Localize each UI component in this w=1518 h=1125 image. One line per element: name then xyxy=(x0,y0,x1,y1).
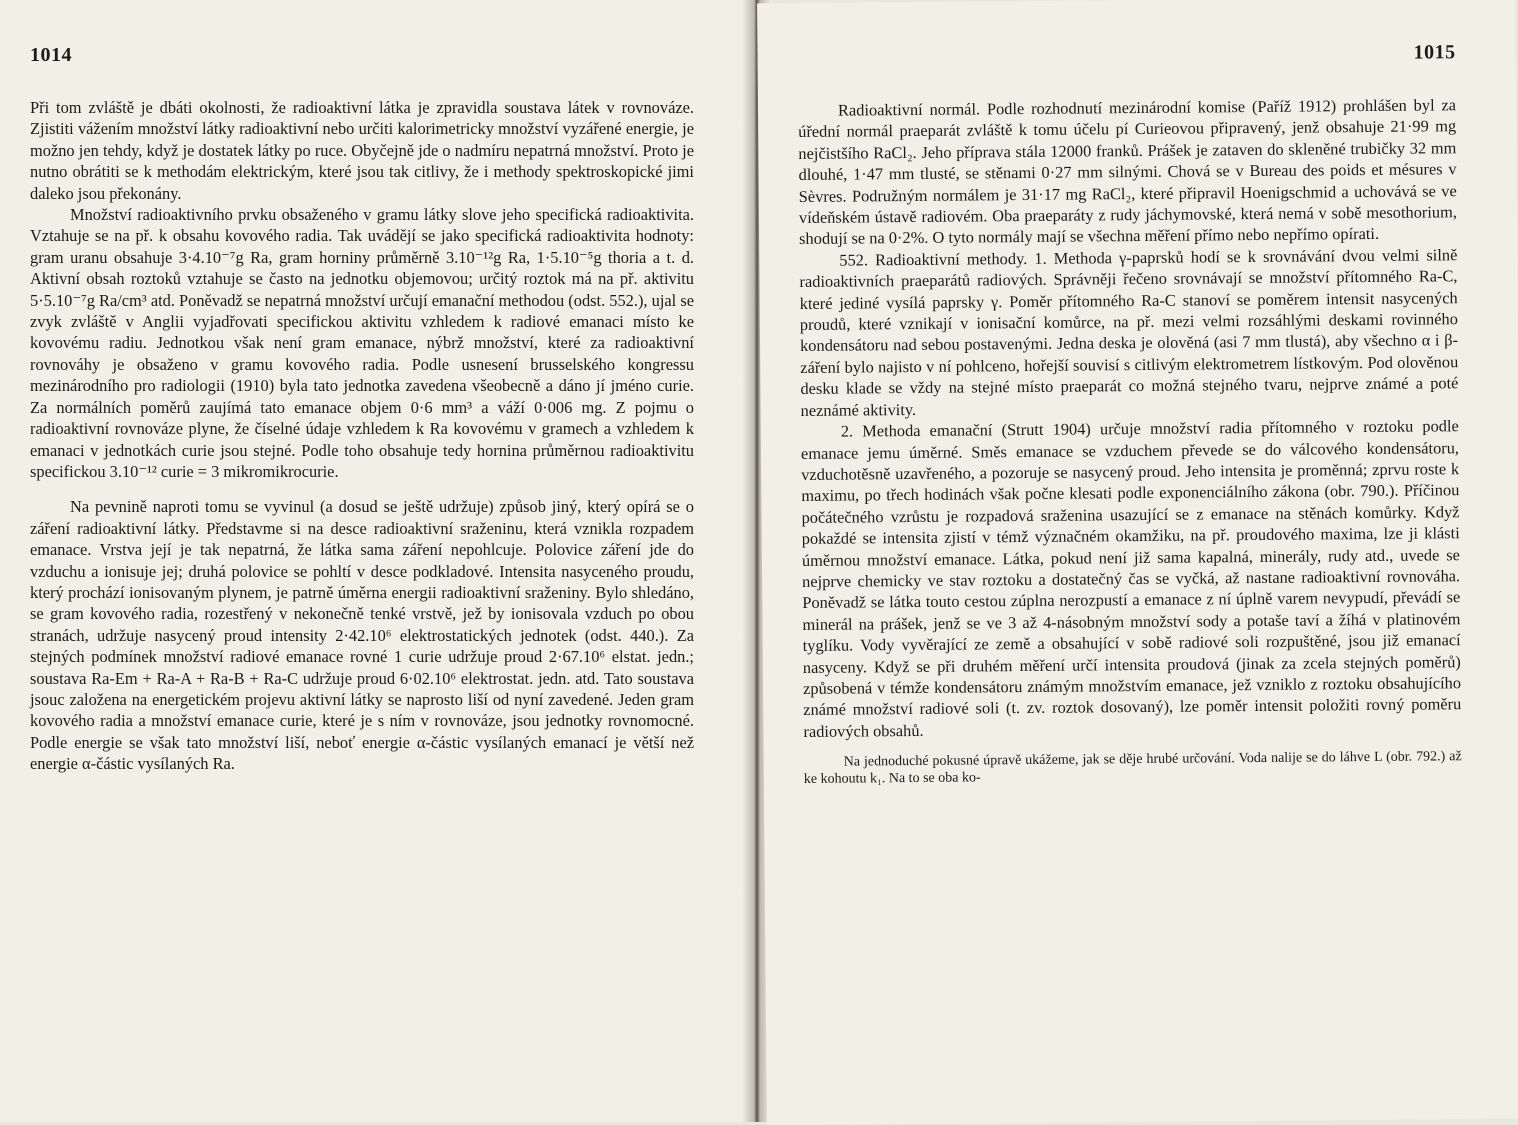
left-page xyxy=(0,0,754,1122)
page-number-right: 1015 xyxy=(1413,41,1456,64)
page-number-left: 1014 xyxy=(30,44,72,66)
right-page xyxy=(757,0,1518,1125)
section-paragraph: 552. Radioaktivní methody. 1. Methoda γ-paprsků hodí se k srovnávání dvou velmi silně radioaktivních praeparátů radiových. Správněji řečeno srovnávají se množství přítomného Ra-C, které jediné vysílá paprsky γ. Poměr přítomného Ra-C stanoví se poměrem intensit nasycených proudů, které vznikají v ionisační komůrce, na př. mezi velmi rozsáhlými deskami rovinného kondensátoru nad sebou postavenými. Jedna deska je olověná (asi 7 mm tlustá), aby všechno α i β-záření bylo najisto v ní pohlceno, hořejší souvisí s citlivým elektrometrem lístkovým. Pod olověnou desku klade se vždy na stejné místo praeparát co možná stejného tvaru, nejprve známé a poté neznámé aktivity. xyxy=(799,245,1459,420)
paragraph: Při tom zvláště je dbáti okolnosti, že radioaktivní látka je zpravidla soustava látek v rovnováze. Zjistiti vážením množství látky radioaktivní nebo určiti kalorimetricky množství vyzářené energie, je možno jen tehdy, když je dostatek látky po ruce. Obyčejně jde o nadmíru nepatrná množství. Proto je nutno obrátiti se k methodám elektrickým, které jsou tak citlivy, že i methody spektroskopické jimi daleko jsou překonány. xyxy=(30,98,694,203)
small-print-paragraph: Na jednoduché pokusné úpravě ukážeme, jak se děje hrubé určování. Voda nalije se do láhve L (obr. 792.) až ke kohoutu k₁. Na to se oba ko- xyxy=(803,749,1462,788)
paragraph: Radioaktivní normál. Podle rozhodnutí mezinárodní komise (Paříž 1912) prohlášen byl za úřední normál praeparát zvláště k tomu účelu pí Curieovou připravený, jenž obsahuje 21·99 mg nejčistšího RaCl₂. Jeho příprava stála 12000 franků. Prášek je zataven do skleněné trubičky 32 mm dlouhé, 1·47 mm tlusté, se stěnami 0·27 mm silnými. Chová se v Bureau des poids et mésures v Sèvres. Podružným normálem je 31·17 mg RaCl₂, které připravil Hoenigschmid a uchovává se ve vídeňském ústavě radiovém. Oba praeparáty z rudy jáchymovské, která nemá v sobě mesothorium, shodují se na 0·2%. O tyto normály mají se všechna měření přímo nebo nepřímo opírati. xyxy=(798,95,1458,249)
paragraph: Množství radioaktivního prvku obsaženého v gramu látky slove jeho specifická radioaktivita. Vztahuje se na př. k obsahu kovového radia. Tak uvádějí se jako specifická radioaktivita hodnoty: gram uranu obsahuje 3·4.10⁻⁷g Ra, gram horniny průměrně 3.10⁻¹²g Ra, 1·5.10⁻⁵g thoria a t. d. Aktivní obsah roztoků vztahuje se často na jednotku objemovou; určitý roztok má na př. aktivitu 5·5.10⁻⁷g Ra/cm³ atd. Poněvadž se nepatrná množství určují emanační methodou (odst. 552.), ujal se zvyk zvláště v Anglii vyjadřovati specifickou aktivitu vzhledem k radiové emanaci místo ke kovovému radiu. Jednotkou však není gram emanace, nýbrž množství, které za radioaktivní rovnováhy je obsaženo v gramu kovového radia. Podle usnesení brusselského kongressu mezinárodního pro radiologii (1910) byla tato jednotka zavedena všeobecně a dáno jí jméno curie. Za normálních poměrů zaujímá tato emanace objem 0·6 mm³ a váží 0·006 mg. Z pojmu o radioaktivní rovnováze plyne, že číselné údaje vzhledem k Ra kovovému v gramech a vzhledem k emanaci v jednotkách curie jsou stejné. Podle toho obsahuje tedy hornina průměrnou radioaktivitu specifickou 3.10⁻¹² curie = 3 mikromikrocurie. xyxy=(30,205,694,481)
paragraph: Na pevnině naproti tomu se vyvinul (a dosud se ještě udržuje) způsob jiný, který opírá se o záření radioaktivní látky. Představme si na desce radioaktivní sraženinu, která vznikla rozpadem emanace. Vrstva její je tak nepatrná, že látka sama záření nepohlcuje. Polovice záření jde do vzduchu a ionisuje jej; druhá polovice se pohltí v desce podkladové. Intensita nasyceného proudu, který prochází ionisovaným plynem, je patrně úměrna energii radioaktivní sraženiny. Bylo shledáno, se gram kovového radia, rozestřený v nekonečně tenké vrstvě, jež by ionisovala vzduch po obou stranách, udržuje nasycený proud intensity 2·42.10⁶ elektrostatických jednotek (odst. 440.). Za stejných podmínek množství radiové emanace rovné 1 curie udržuje proud 2·67.10⁶ elstat. jedn.; soustava Ra-Em + Ra-A + Ra-B + Ra-C udržuje proud 6·02.10⁶ elektrostat. jedn. atd. Tato soustava jsouc založena na energetickém projevu aktivní látky se naprosto liší od nyní zavedené. Jeden gram kovového radia a množství emanace curie, které je s ním v rovnováze, jsou jednotky rovnomocné. Podle energie se však tato množství liší, neboť energie α-částic vysílaných emanací je větší než energie α-částic vysílaných Ra. xyxy=(30,497,694,774)
paragraph: 2. Methoda emanační (Strutt 1904) určuje množství radia přítomného v roztoku podle emanace jemu úměrné. Směs emanace se vzduchem převede se do válcového kondensátoru, vzduchotěsně uzavřeného, a pozoruje se nasycený proud. Jeho intensita je proměnná; zprvu roste k maximu, po třech hodinách však počne klesati podle exponenciálního zákona (obr. 790.). Příčinou počátečného vzrůstu je rozpadová sraženina usazující se z emanace na stěnách komůrky. Když pokaždé se intensita zjistí v témž význačném okamžiku, na př. proudového maxima, lze ji klásti úměrnou množství emanace. Látka, pokud není již sama kapalná, minerály, rudy atd., uvede se nejprve chemicky ve stav roztoku a dostatečný čas se vyčká, až nastane radioaktivní rovnováha. Poněvadž se látka touto cestou zúplna nerozpustí a emanace z ní úplně varem nevypudí, převádí se minerál na prášek, jenž se ve 3 až 4-násobným množství sody a potaše taví a žíhá v platinovém tyglíku. Vody vyvěrající ze země a obsahující v sobě radiové soli rozpuštěné, jsou již emanací nasyceny. Když se při druhém měření určí intensita proudová (jinak za zcela stejných poměrů) způsobená v témže kondensátoru známým množstvím emanace, jež vzniklo z roztoku obsahujícího známé množství radiové soli (t. zv. roztok dosovaný), lze poměr intensit položiti rovný poměru radiových obsahů. xyxy=(800,416,1462,741)
